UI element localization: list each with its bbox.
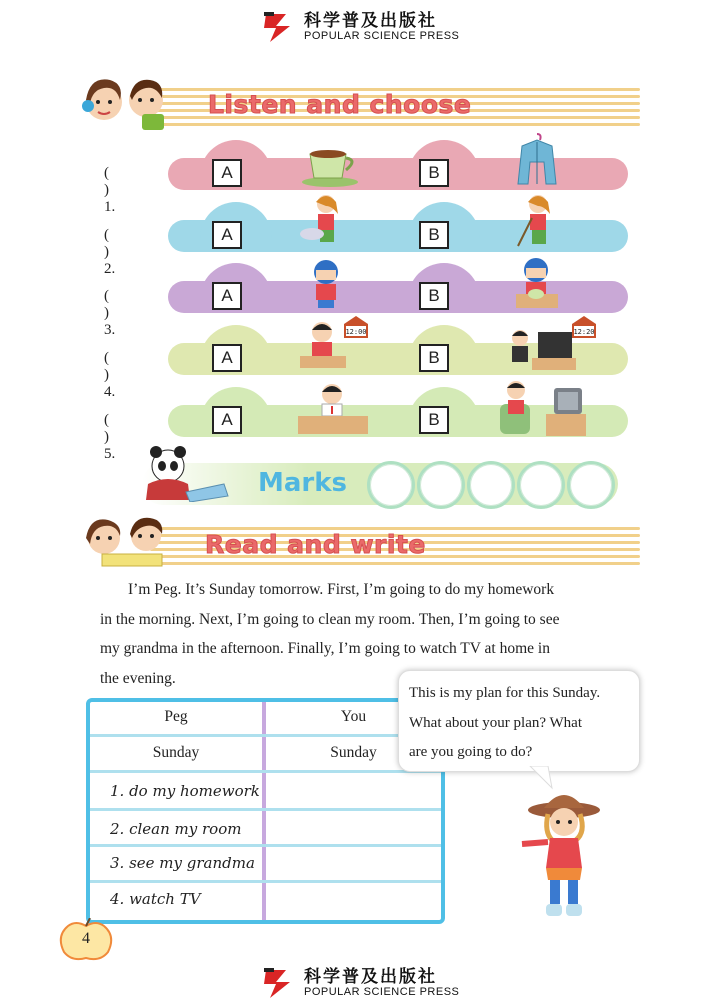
- publisher-logo-icon: [262, 966, 296, 1000]
- row-line: [90, 844, 441, 847]
- jacket-icon: [516, 132, 558, 190]
- option-b-box[interactable]: B: [419, 282, 449, 310]
- your-plan-2-field[interactable]: [272, 814, 432, 842]
- listen-title: Listen and choose: [208, 90, 472, 119]
- mark-circle-3: [467, 461, 515, 509]
- publisher-name-cn: 科学普及出版社: [304, 11, 437, 31]
- your-plan-1-field[interactable]: [272, 776, 432, 804]
- speech-bubble: [398, 670, 640, 772]
- passage-line: my grandma in the afternoon. Finally, I’m going to watch TV at home in: [100, 640, 550, 657]
- kids-reading-icon: [82, 512, 178, 568]
- peg-plan-2: 2. clean my room: [110, 820, 242, 838]
- subheader-you: Sunday: [330, 744, 377, 761]
- marks-title: Marks: [258, 468, 348, 498]
- your-plan-4-field[interactable]: [272, 886, 432, 914]
- boy-watching-tv-icon: [496, 376, 588, 438]
- passage-line: in the morning. Next, I’m going to clean my room. Then, I’m going to see: [100, 610, 560, 628]
- bubble-line: What about your plan? What: [409, 714, 582, 731]
- read-title: Read and write: [205, 530, 426, 559]
- option-a-box[interactable]: A: [212, 344, 242, 372]
- boy-eating-clock-icon: [298, 316, 374, 374]
- bubble-line: This is my plan for this Sunday.: [409, 685, 601, 701]
- boy-helmet-icon: [306, 256, 346, 310]
- option-b-box[interactable]: B: [419, 406, 449, 434]
- item-number: ( ) 5.: [104, 412, 116, 462]
- item-number: ( ) 3.: [104, 288, 116, 338]
- mark-circle-2: [417, 461, 465, 509]
- girl-washing-icon: [298, 192, 350, 248]
- teacup-icon: [300, 142, 362, 188]
- publisher-logo-icon: [262, 10, 296, 44]
- girl-peg-icon: [518, 788, 610, 924]
- row-line: [90, 734, 441, 737]
- row-line: [90, 880, 441, 883]
- boy-computer-clock-icon: [508, 316, 600, 374]
- your-plan-3-field[interactable]: [272, 850, 432, 878]
- peg-plan-3: 3. see my grandma: [110, 854, 255, 872]
- header-peg: Peg: [164, 708, 188, 725]
- row-line: [90, 770, 441, 773]
- header-you: You: [340, 708, 367, 725]
- option-b-box[interactable]: B: [419, 159, 449, 187]
- clock-time: 12:00: [345, 328, 367, 336]
- plan-table: [86, 698, 445, 924]
- mark-circle-1: [367, 461, 415, 509]
- publisher-name-cn: 科学普及出版社: [304, 967, 437, 987]
- girl-sweeping-icon: [512, 192, 556, 250]
- clock-time: 12:20: [573, 328, 595, 336]
- page-number: 4: [82, 930, 90, 947]
- item-number: ( ) 2.: [104, 227, 116, 277]
- option-b-box[interactable]: B: [419, 221, 449, 249]
- publisher-name-en: POPULAR SCIENCE PRESS: [304, 986, 460, 998]
- kids-listening-icon: [80, 72, 176, 132]
- boy-homework-icon: [296, 380, 370, 436]
- bubble-line: are you going to do?: [409, 744, 533, 760]
- option-a-box[interactable]: A: [212, 221, 242, 249]
- peg-plan-4: 4. watch TV: [110, 890, 201, 908]
- option-a-box[interactable]: A: [212, 159, 242, 187]
- item-number: ( ) 1.: [104, 165, 116, 215]
- mark-circle-5: [567, 461, 615, 509]
- publisher-header: [262, 6, 482, 48]
- item-number: ( ) 4.: [104, 350, 116, 400]
- row-line: [90, 808, 441, 811]
- publisher-name-en: POPULAR SCIENCE PRESS: [304, 30, 460, 42]
- option-a-box[interactable]: A: [212, 406, 242, 434]
- boy-at-table-icon: [514, 256, 560, 310]
- passage-line: the evening.: [100, 669, 176, 687]
- publisher-footer: [262, 962, 482, 1004]
- option-b-box[interactable]: B: [419, 344, 449, 372]
- mark-circle-4: [517, 461, 565, 509]
- passage-line: I’m Peg. It’s Sunday tomorrow. First, I’m going to do my homework: [128, 581, 555, 598]
- peg-plan-1: 1. do my homework: [110, 782, 260, 800]
- panda-laptop-icon: [138, 444, 234, 502]
- subheader-peg: Sunday: [152, 744, 200, 761]
- option-a-box[interactable]: A: [212, 282, 242, 310]
